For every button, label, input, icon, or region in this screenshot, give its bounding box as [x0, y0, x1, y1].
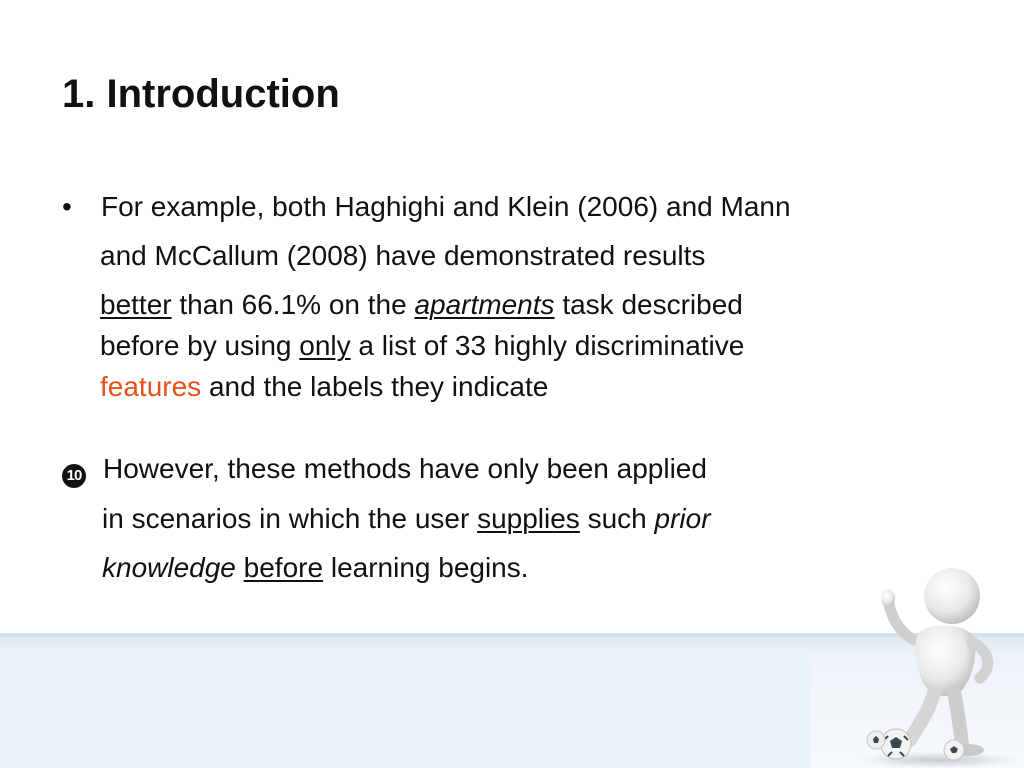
b2-line-3-space — [236, 552, 244, 583]
line-5-text: and the labels they indicate — [201, 371, 549, 402]
word-supplies: supplies — [477, 503, 580, 534]
line-4-text-b: a list of 33 highly discriminative — [350, 330, 745, 361]
bullet-2 — [62, 455, 962, 595]
word-better: better — [100, 289, 172, 320]
bullet-2-line-3 — [102, 554, 529, 582]
word-before: before — [243, 552, 324, 583]
bullet-1-line-5 — [100, 373, 548, 401]
bullet-1 — [62, 193, 962, 413]
bullet-2-line-2 — [102, 505, 711, 533]
word-prior: prior — [654, 503, 711, 534]
bullet-1-marker: • — [62, 191, 72, 222]
b2-line-2-text-b: such — [579, 503, 655, 534]
line-4-text-a: before by using — [100, 330, 300, 361]
word-apartments: apartments — [414, 289, 555, 320]
line-3-text-a: than 66.1% on the — [171, 289, 415, 320]
circled-number-icon: 10 — [62, 464, 86, 488]
b2-line-2-text-a: in scenarios in which the user — [102, 503, 478, 534]
slide-title: 1. Introduction — [62, 72, 340, 116]
bullet-1-line-1: For example, both Haghighi and Klein (2006) and Mann — [101, 191, 791, 222]
soccer-ball-icon — [881, 729, 911, 759]
bullet-2-line-1: However, these methods have only been applied — [103, 453, 707, 484]
word-features: features — [100, 371, 202, 402]
word-only: only — [299, 330, 351, 361]
person-figure-icon — [848, 560, 1024, 768]
line-3-text-b: task described — [554, 289, 743, 320]
bullet-1-line-2: and McCallum (2008) have demonstrated results — [100, 240, 706, 271]
bullet-1-line-3 — [100, 291, 743, 319]
bottom-band-panel — [0, 650, 810, 768]
b2-line-3-text: learning begins. — [323, 552, 529, 583]
bullet-1-line-4 — [100, 332, 744, 360]
bullet-2-marker — [62, 457, 86, 488]
word-knowledge: knowledge — [102, 552, 236, 583]
